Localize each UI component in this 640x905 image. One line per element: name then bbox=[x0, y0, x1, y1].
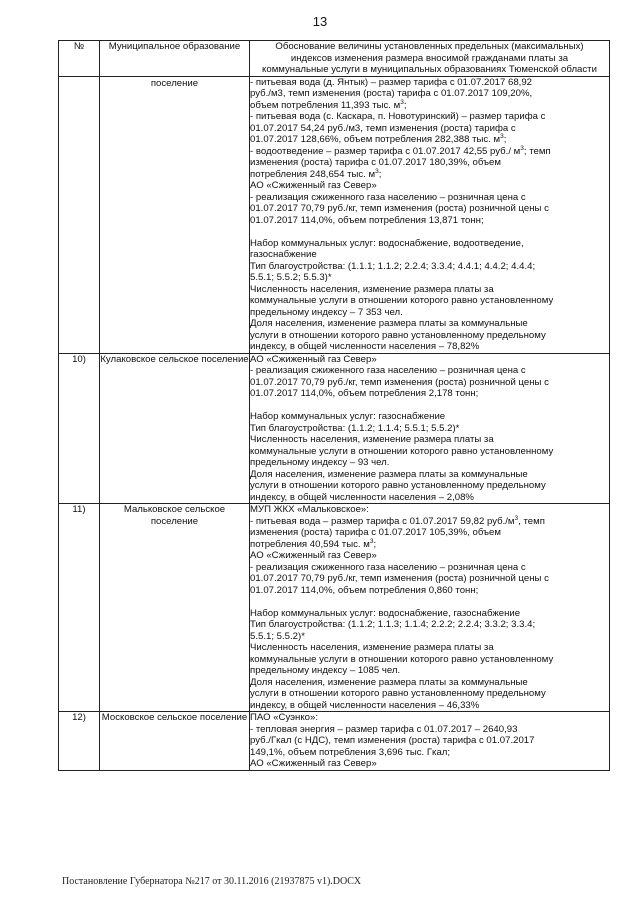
superscript: 3 bbox=[514, 514, 519, 522]
text-line: услуги в отношении которого равно установленному предельному bbox=[250, 480, 546, 491]
text-line: Доля населения, изменение размера платы за коммунальные bbox=[250, 676, 528, 688]
text-line: потребления 40,594 тыс. $м^3$; bbox=[250, 537, 377, 550]
text-line: 01.07.2017 114,0%, объем потребления 2,178 тонн; bbox=[250, 388, 479, 399]
header-number: № bbox=[59, 41, 100, 77]
row-number: 12) bbox=[59, 712, 100, 771]
table-row bbox=[59, 504, 610, 712]
document-footer: Постановление Губернатора №217 от 30.11.2016 (21937875 v1).DOCX bbox=[62, 876, 362, 887]
row-justification bbox=[250, 353, 610, 504]
text-line: услуги в отношении которого равно установленному предельному bbox=[250, 688, 546, 699]
row-municipality: поселение bbox=[100, 76, 250, 353]
text-line: коммунальные услуги в отношении которого равно установленному bbox=[250, 653, 554, 665]
text-line: 01.07.2017 70,79 руб./кг, темп изменения (роста) розничной цены с bbox=[250, 376, 549, 388]
text-line: - тепловая энергия – размер тарифа с 01.07.2017 – 2640,93 bbox=[250, 723, 518, 735]
table-row bbox=[59, 76, 610, 353]
blank-line bbox=[250, 596, 609, 608]
page-number: 13 bbox=[312, 14, 328, 29]
text-line: Набор коммунальных услуг: водоснабжение, газоснабжение bbox=[250, 607, 521, 619]
tariff-index-table bbox=[58, 40, 610, 771]
text-line: руб./м3, темп изменения (роста) тарифа с 01.07.2017 109,20%, bbox=[250, 88, 533, 99]
header-municipality: Муниципальное образование bbox=[100, 41, 250, 77]
text-line: потребления 248,654 тыс. $м^3$; bbox=[250, 167, 382, 180]
text-line: коммунальные услуги в отношении которого равно установленному bbox=[250, 295, 554, 306]
blank-line bbox=[250, 226, 609, 238]
header-justification-line: индексов изменения размера вносимой гражданами платы за bbox=[290, 52, 569, 64]
text-line: 01.07.2017 114,0%, объем потребления 13,871 тонн; bbox=[250, 214, 484, 226]
text-line: - питьевая вода – размер тарифа с 01.07.2017 59,82 $руб./м^3$, темп bbox=[250, 514, 545, 527]
text-line: индексу, в общей численности населения – 2,08% bbox=[250, 491, 474, 503]
text-line: индексу, в общей численности населения – 78,82% bbox=[250, 341, 480, 352]
table-row bbox=[59, 712, 610, 771]
text-line: - реализация сжиженного газа населению – розничная цена с bbox=[250, 561, 526, 573]
header-justification-line: коммунальные услуги в муниципальных образованиях Тюменской области bbox=[262, 64, 597, 75]
text-line: 5.5.1; 5.5.2; 5.5.3)* bbox=[250, 272, 332, 283]
row-municipality: Мальковское сельское поселение bbox=[100, 504, 250, 712]
table-row bbox=[59, 353, 610, 504]
text-line: руб./Гкал (с НДС), темп изменения (роста) тарифа с 01.07.2017 bbox=[250, 735, 535, 746]
text-line: МУП ЖКХ «Мальковское»: bbox=[250, 504, 369, 515]
text-line: Тип благоустройства: (1.1.2; 1.1.4; 5.5.1; 5.5.2)* bbox=[250, 422, 460, 434]
row-number bbox=[59, 76, 100, 353]
row-justification bbox=[250, 712, 610, 771]
text-line: изменения (роста) тарифа с 01.07.2017 180,39%, объем bbox=[250, 157, 501, 168]
text-line: 5.5.1; 5.5.2)* bbox=[250, 630, 305, 642]
text-line: Численность населения, изменение размера платы за bbox=[250, 283, 494, 295]
text-line: предельному индексу – 7 353 чел. bbox=[250, 306, 403, 318]
header-justification-line: Обоснование величины установленных предельных (максимальных) bbox=[275, 41, 584, 52]
text-line: 01.07.2017 54,24 руб./м3, темп изменения (роста) тарифа с bbox=[250, 122, 516, 134]
text-line: Доля населения, изменение размера платы за коммунальные bbox=[250, 468, 528, 480]
text-line: Численность населения, изменение размера платы за bbox=[250, 642, 494, 653]
row-justification bbox=[250, 76, 610, 353]
superscript: 3 bbox=[400, 98, 404, 106]
text-line: 01.07.2017 70,79 руб./кг, темп изменения (роста) розничной цены с bbox=[250, 203, 549, 214]
text-line: индексу, в общей численности населения – 46,33% bbox=[250, 699, 480, 711]
text-line: АО «Сжиженный газ Север» bbox=[250, 758, 377, 769]
row-number: 10) bbox=[59, 353, 100, 504]
text-line: АО «Сжиженный газ Север» bbox=[250, 550, 377, 561]
text-line: 01.07.2017 70,79 руб./кг, темп изменения (роста) розничной цены с bbox=[250, 573, 549, 584]
text-line: - питьевая вода (с. Каскара, п. Новотуринский) – размер тарифа с bbox=[250, 111, 546, 122]
row-justification bbox=[250, 504, 610, 712]
text-line: Набор коммунальных услуг: водоснабжение, водоотведение, bbox=[250, 237, 524, 249]
text-line: - водоотведение – размер тарифа с 01.07.2017 42,55 руб./ $м^3$; темп bbox=[250, 144, 551, 157]
header-justification bbox=[250, 41, 610, 77]
text-line: - реализация сжиженного газа населению – розничная цена с bbox=[250, 365, 526, 376]
text-line: Набор коммунальных услуг: газоснабжение bbox=[250, 411, 446, 422]
text-line: 01.07.2017 114,0%, объем потребления 0,860 тонн; bbox=[250, 584, 479, 596]
text-line: Тип благоустройства: (1.1.1; 1.1.2; 2.2.4; 3.3.4; 4.4.1; 4.4.2; 4.4.4; bbox=[250, 260, 536, 272]
table-header-row bbox=[59, 41, 610, 77]
text-line: 149,1%, объем потребления 3,696 тыс. Гкал; bbox=[250, 746, 451, 758]
text-line: предельному индексу – 1085 чел. bbox=[250, 665, 401, 676]
text-line: газоснабжение bbox=[250, 249, 317, 260]
text-line: Доля населения, изменение размера платы за коммунальные bbox=[250, 318, 528, 329]
text-line: АО «Сжиженный газ Север» bbox=[250, 353, 377, 365]
text-line: изменения (роста) тарифа с 01.07.2017 105,39%, объем bbox=[250, 527, 501, 538]
text-line: коммунальные услуги в отношении которого равно установленному bbox=[250, 445, 554, 457]
text-line: - питьевая вода (д. Янтык) – размер тарифа с 01.07.2017 68,92 bbox=[250, 76, 532, 88]
text-line: АО «Сжиженный газ Север» bbox=[250, 180, 377, 191]
text-line: услуги в отношении которого равно установленному предельному bbox=[250, 329, 546, 341]
row-municipality: Московское сельское поселение bbox=[100, 712, 250, 771]
text-line: - реализация сжиженного газа населению – розничная цена с bbox=[250, 191, 526, 203]
blank-line bbox=[250, 400, 609, 412]
row-number: 11) bbox=[59, 504, 100, 712]
text-line: ПАО «Суэнко»: bbox=[250, 712, 318, 723]
text-line: Тип благоустройства: (1.1.2; 1.1.3; 1.1.4; 2.2.2; 2.2.4; 3.3.2; 3.3.4; bbox=[250, 619, 536, 630]
row-municipality: Кулаковское сельское поселение bbox=[100, 353, 250, 504]
text-line: предельному индексу – 93 чел. bbox=[250, 457, 390, 468]
text-line: объем потребления 11,393 тыс. $м^3$; bbox=[250, 98, 407, 111]
text-line: 01.07.2017 128,66%, объем потребления 282,388 тыс. $м^3$; bbox=[250, 132, 507, 145]
text-line: Численность населения, изменение размера платы за bbox=[250, 434, 494, 445]
